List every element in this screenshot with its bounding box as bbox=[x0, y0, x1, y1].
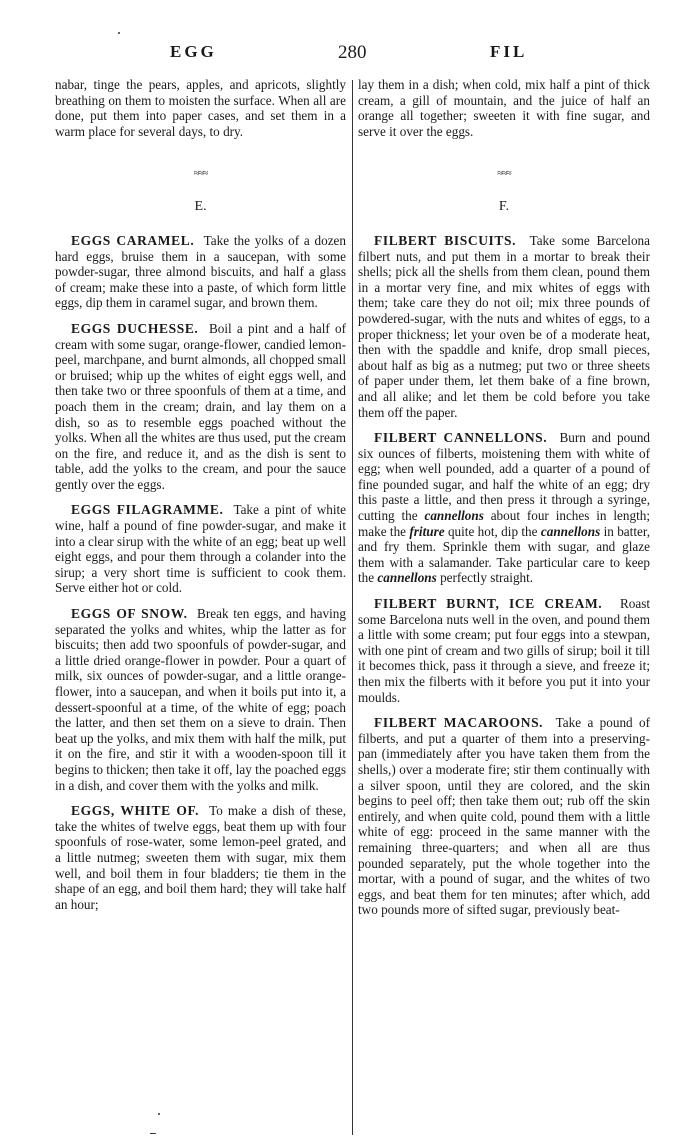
italic-term: friture bbox=[409, 523, 445, 539]
italic-term: cannellons bbox=[377, 570, 437, 586]
recipe-entry bbox=[358, 596, 650, 705]
section-ornament: ≈≈≈ bbox=[193, 168, 208, 180]
recipe-entry bbox=[358, 233, 650, 420]
recipe-title: FILBERT MACAROONS. bbox=[374, 715, 544, 731]
italic-term: cannellons bbox=[424, 508, 484, 524]
right-column bbox=[358, 77, 650, 928]
recipe-body-part: perfectly straight. bbox=[436, 570, 534, 586]
recipe-body-part: in batter, and fry them. Sprinkle them with sugar, and glaze them with a salamander. Take particular care to keep the bbox=[358, 523, 651, 586]
recipe-body: Take some Barcelona filbert nuts, and put them in a mortar to break their shells; pick all the shells from them clean, pound them in a mortar very fine, and mix whites of eggs with them; take care they do not oil; mix three pounds of powdered-sugar, with the nuts and whites of eggs, to a proper thickness; let your oven be of a moderate heat, then with the spaddle and knife, drop small pieces, about half as big as a nutmeg; put two or three sheets of paper under them, let them bake of a fine brown, and all alike; and let them be cold before you take them off the paper. bbox=[358, 232, 650, 420]
recipe-body-part: quite hot, dip the bbox=[444, 523, 541, 539]
recipe-entry bbox=[55, 233, 346, 311]
recipe-body: To make a dish of these, take the whites of twelve eggs, beat them up with four spoonfuls of rose-water, some lemon-peel grated, and a little nutmeg; sweeten them with sugar, mix them well, and boil them in four bladders; tie them in the shape of an egg, and boil them hard; they will take half an hour; bbox=[55, 803, 346, 912]
recipe-body: Break ten eggs, and having separated the yolks and whites, whip the latter as for biscuits; then add two spoonfuls of powder-sugar, and a little dried orange-flower in powder. Pour a quart of milk, six ounces of powder-sugar, and a little orange-flower, into a saucepan, and when it boils put into it, a dessert-spoonful at a time, of the white of egg; poach the latter, and then set them on a sieve to drain. Then beat up the yolks, and mix them with half the milk, put it on the fire, and stir it with a wooden-spoon till it begins to thicken; then take it off, lay the poached eggs in a dish, and cover them with the yolks and milk. bbox=[55, 606, 346, 793]
left-column bbox=[55, 77, 346, 922]
recipe-title: FILBERT CANNELLONS. bbox=[374, 430, 548, 446]
running-header bbox=[0, 42, 700, 72]
recipe-body: Take a pint of white wine, half a pound of fine powder-sugar, and make it into a clear sirup with the white of an egg; beat up well eight eggs, and pour them through a colander into the sirup; a very short time is sufficient to cook them. Serve either hot or cold. bbox=[55, 502, 346, 596]
recipe-body-part: Burn and pound six ounces of filberts, moistening them with white of egg; when well pounded, add a quarter of a pound of fine pounded sugar, and half the white of an egg; dry this paste a little, and then press it through a syringe, cutting the bbox=[358, 430, 651, 524]
recipe-body-part: about four inches in length; make the bbox=[358, 508, 650, 539]
left-guide-word: EGG bbox=[170, 42, 217, 61]
column-divider bbox=[352, 80, 353, 1135]
recipe-entry bbox=[358, 430, 650, 586]
recipe-title: EGGS OF SNOW. bbox=[71, 606, 188, 622]
continuation-text: nabar, tinge the pears, apples, and apricots, slightly breathing on them to moisten the surface. When all are done, put them into paper cases, and set them in a warm place for several days, to dry. bbox=[55, 77, 346, 139]
right-guide-word: FIL bbox=[490, 42, 528, 61]
recipe-title: EGGS CARAMEL. bbox=[71, 232, 195, 248]
recipe-body: Take the yolks of a dozen hard eggs, bruise them in a saucepan, with some powder-sugar, three almond biscuits, and half a glass of cream; make these into a paste, of which form little eggs, dip them in caramel sugar, and brown them. bbox=[55, 232, 347, 311]
recipe-title: EGGS, WHITE OF. bbox=[71, 803, 200, 819]
scan-speck bbox=[118, 32, 120, 34]
scan-speck bbox=[150, 1133, 156, 1134]
recipe-body: Roast some Barcelona nuts well in the oven, and pound them a little with some cream; put four eggs into a stewpan, with one pint of cream and two gills of sirup; boil it till it becomes thick, pass it through a sieve, and freeze it; then mix the filberts with it before you put it into your moulds. bbox=[358, 596, 651, 705]
continuation-text: lay them in a dish; when cold, mix half a pint of thick cream, a gill of mountain, and the juice of half an orange all together; sweeten it with fine sugar, and serve it over the eggs. bbox=[358, 77, 650, 139]
recipe-title: EGGS FILAGRAMME. bbox=[71, 502, 224, 518]
recipe-entry bbox=[55, 502, 346, 596]
recipe-entry bbox=[55, 321, 346, 493]
recipe-title: FILBERT BURNT, ICE CREAM. bbox=[374, 596, 603, 612]
recipe-entry bbox=[55, 606, 346, 793]
section-ornament: ≈≈≈ bbox=[497, 168, 511, 180]
recipe-body: Boil a pint and a half of cream with some sugar, orange-flower, candied lemon-peel, marchpane, and burnt almonds, all chopped small or bruised; whip up the whites of eight eggs well, and then take two or three spoonfuls of them at a time, and poach them in the cream; drain, and lay them on a dish, so as to resemble eggs poached without the yolks. When all the whites are thus used, put the cream on the fire, and reduce it, and as the dish is sent to table, add the yolks to the cream, and pour the sauce gently over the eggs. bbox=[55, 320, 346, 492]
section-letter: E. bbox=[194, 199, 207, 215]
section-letter: F. bbox=[498, 199, 510, 215]
recipe-entry bbox=[55, 803, 346, 912]
recipe-title: EGGS DUCHESSE. bbox=[71, 320, 199, 336]
recipe-body: Take a pound of filberts, and put a quarter of them into a preserving-pan (immediately after you have taken them from the shells,) over a moderate fire; stir them continually with a silver spoon, until they are colored, and the skin begins to peel off; then take them out; rub off the skin entirely, and when quite cold, pound them with a little white of egg: proceed in the same manner with the remaining three-quarters; and when all are thus pounded separately, put the whole together into the mortar, with a pound of sugar, and the whites of two eggs, and beat them for ten minutes; after which, add two pounds more of sifted sugar, previously beat- bbox=[358, 715, 650, 918]
recipe-entry bbox=[358, 715, 650, 918]
page-number: 280 bbox=[338, 42, 367, 63]
recipe-title: FILBERT BISCUITS. bbox=[374, 232, 517, 248]
italic-term: cannellons bbox=[540, 523, 601, 539]
scan-speck bbox=[158, 1113, 160, 1115]
